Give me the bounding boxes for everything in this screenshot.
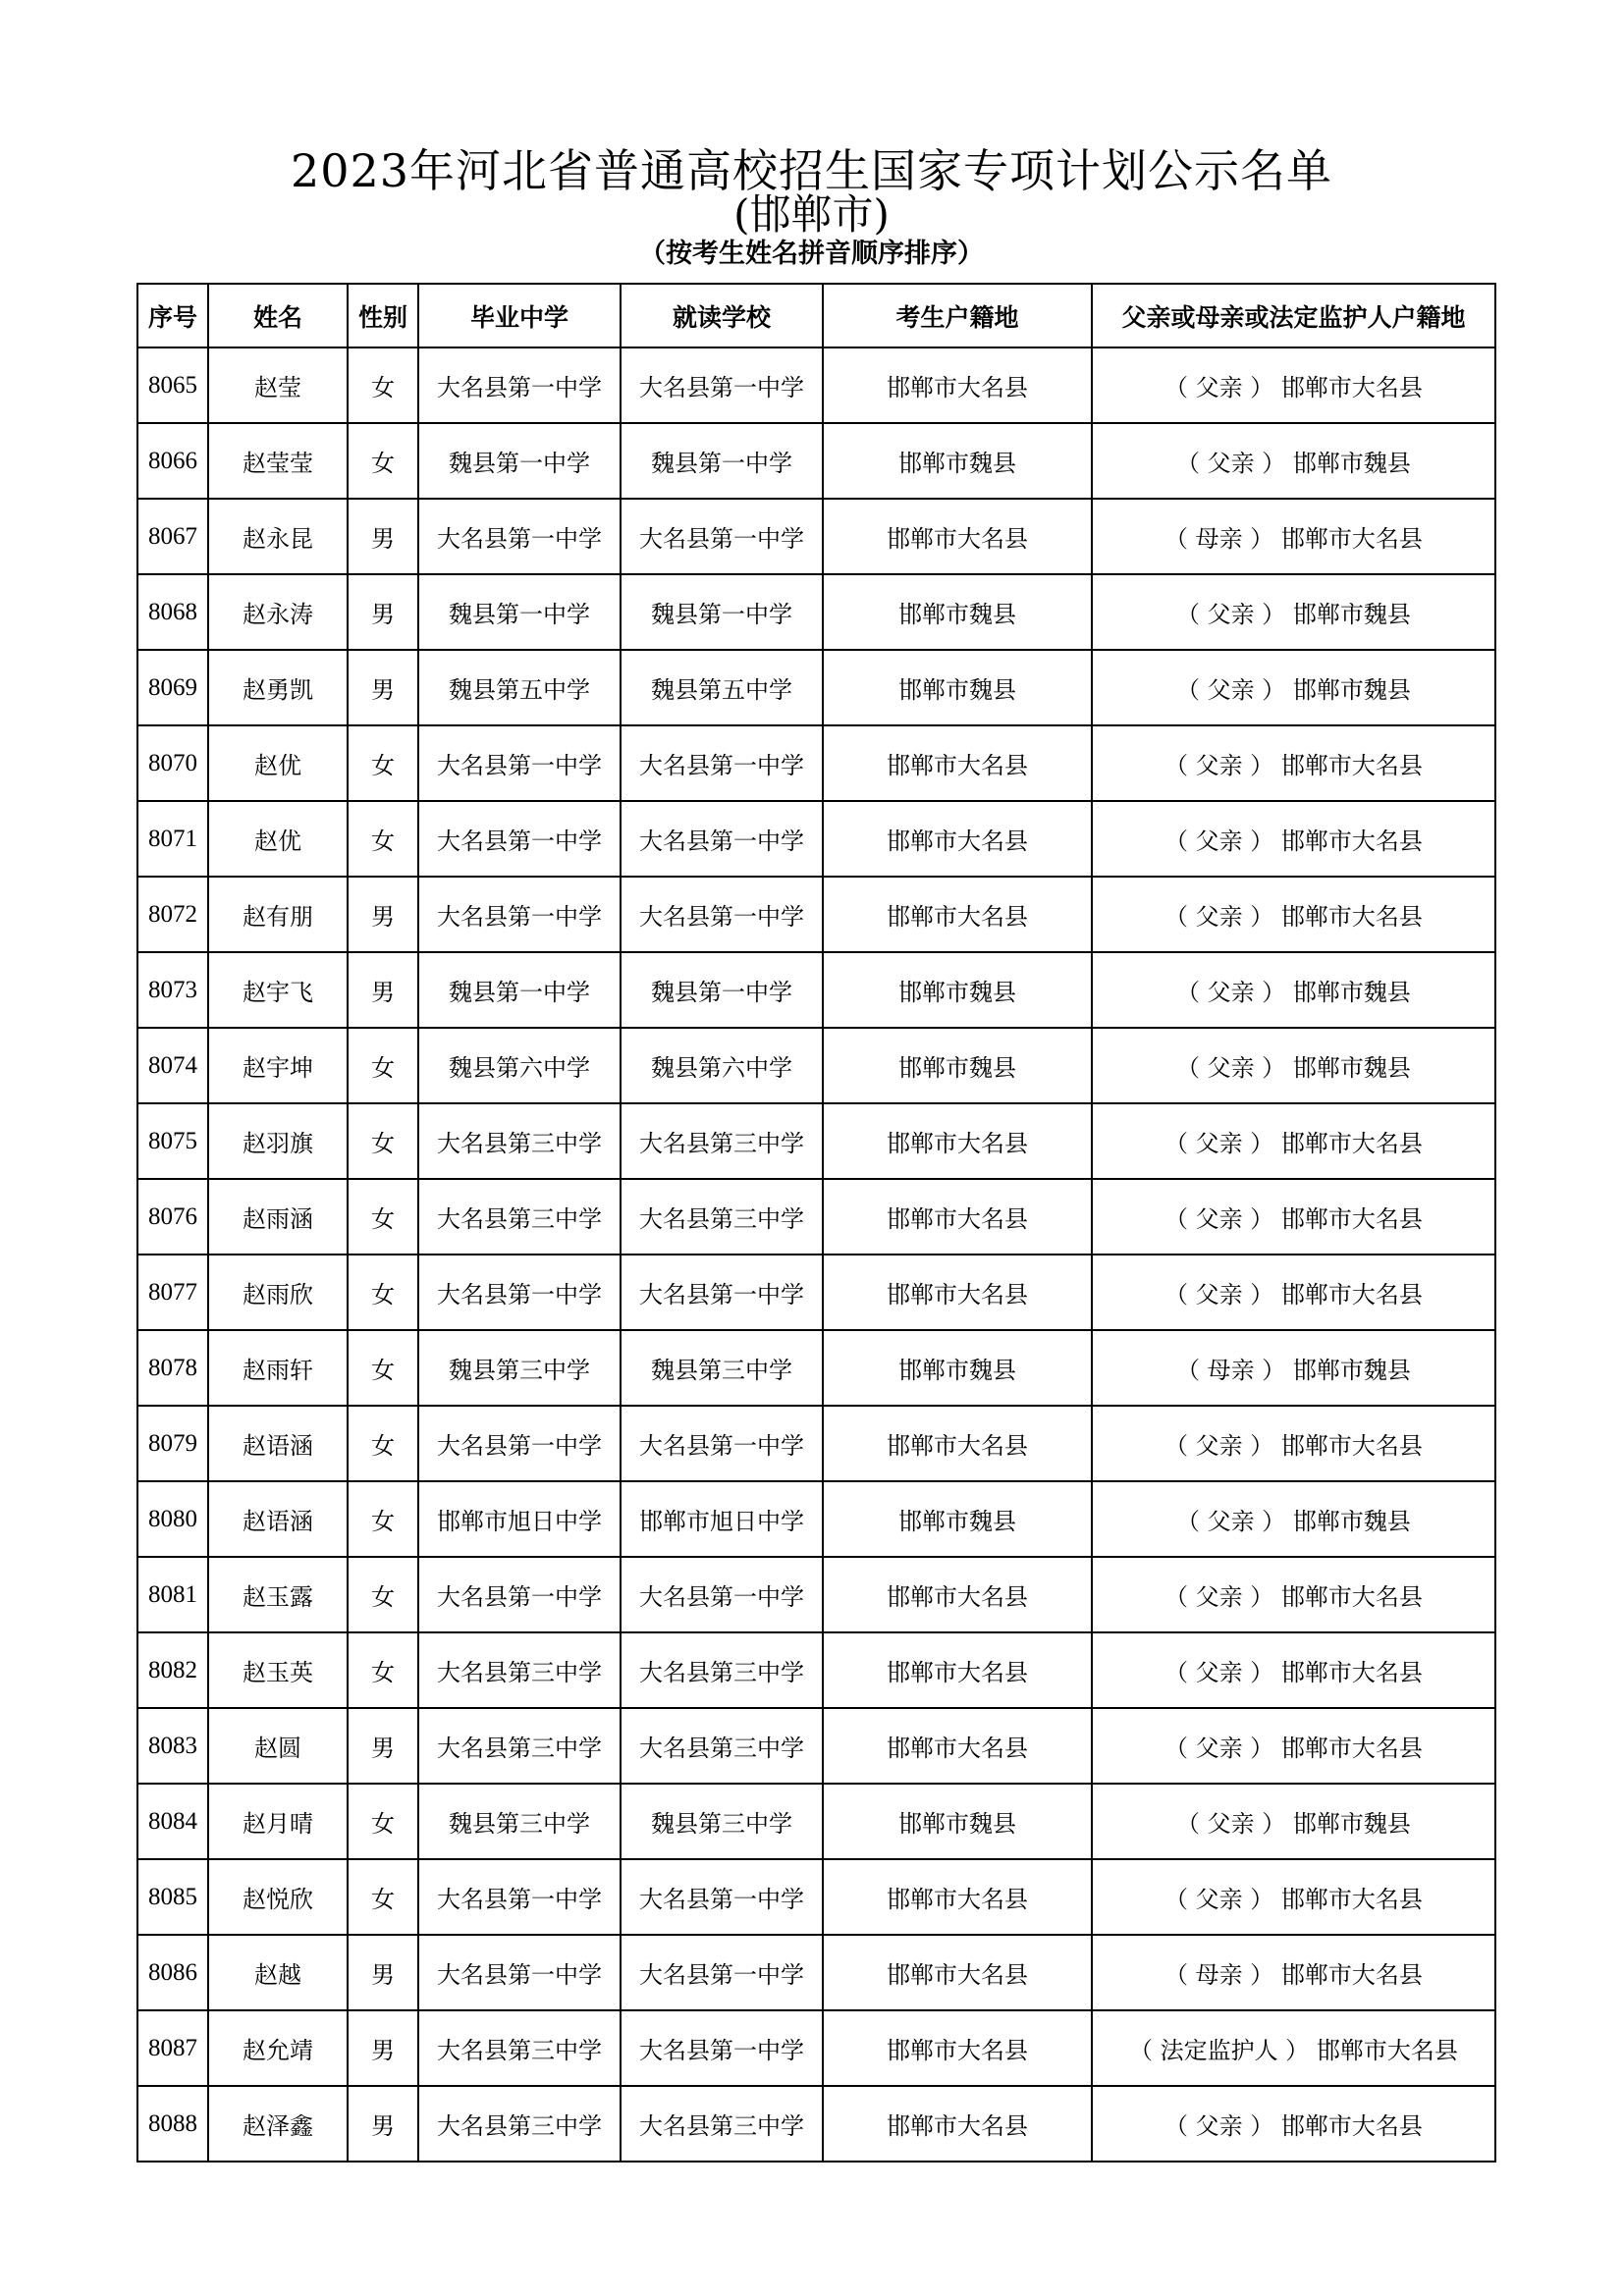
current-school-cell: 魏县第三中学 [621,1330,823,1406]
name-cell: 赵永涛 [208,574,348,650]
current-school-cell: 大名县第三中学 [621,1103,823,1179]
current-school-cell: 大名县第一中学 [621,801,823,877]
table-row [137,1557,1495,1632]
table-row [137,1481,1495,1557]
guardian-hukou-cell: （ 父亲 ） 邯郸市大名县 [1092,1708,1495,1784]
name-cell: 赵圆 [208,1708,348,1784]
gender-cell: 男 [348,2086,418,2162]
current-school-cell: 大名县第一中学 [621,2010,823,2086]
guardian-hukou-cell: （ 父亲 ） 邯郸市大名县 [1092,1406,1495,1481]
name-cell: 赵莹 [208,347,348,423]
graduated-school-cell: 大名县第一中学 [418,1255,621,1330]
column-header-guardian-hukou: 父亲或母亲或法定监护人户籍地 [1092,284,1495,347]
graduated-school-cell: 大名县第一中学 [418,347,621,423]
gender-cell: 男 [348,1708,418,1784]
guardian-hukou-cell: （ 父亲 ） 邯郸市大名县 [1092,2086,1495,2162]
student-list-table [136,283,1496,2163]
current-school-cell: 大名县第三中学 [621,1632,823,1708]
graduated-school-cell: 魏县第一中学 [418,423,621,499]
name-cell: 赵优 [208,801,348,877]
index-cell: 8082 [137,1632,208,1708]
student-hukou-cell: 邯郸市魏县 [823,952,1092,1028]
current-school-cell: 魏县第一中学 [621,423,823,499]
name-cell: 赵玉英 [208,1632,348,1708]
current-school-cell: 大名县第一中学 [621,1255,823,1330]
guardian-hukou-cell: （ 法定监护人 ） 邯郸市大名县 [1092,2010,1495,2086]
graduated-school-cell: 大名县第三中学 [418,1179,621,1255]
student-hukou-cell: 邯郸市魏县 [823,423,1092,499]
guardian-hukou-cell: （ 父亲 ） 邯郸市大名县 [1092,1103,1495,1179]
guardian-hukou-cell: （ 父亲 ） 邯郸市大名县 [1092,347,1495,423]
column-header-student-hukou: 考生户籍地 [823,284,1092,347]
student-hukou-cell: 邯郸市大名县 [823,347,1092,423]
guardian-hukou-cell: （ 父亲 ） 邯郸市魏县 [1092,1481,1495,1557]
student-hukou-cell: 邯郸市大名县 [823,801,1092,877]
student-hukou-cell: 邯郸市大名县 [823,2010,1092,2086]
guardian-hukou-cell: （ 父亲 ） 邯郸市大名县 [1092,1255,1495,1330]
gender-cell: 女 [348,1632,418,1708]
name-cell: 赵允靖 [208,2010,348,2086]
current-school-cell: 大名县第一中学 [621,1935,823,2010]
table-row [137,2086,1495,2162]
graduated-school-cell: 魏县第三中学 [418,1330,621,1406]
current-school-cell: 魏县第五中学 [621,650,823,725]
table-row [137,1255,1495,1330]
table-row [137,1859,1495,1935]
index-cell: 8068 [137,574,208,650]
index-cell: 8086 [137,1935,208,2010]
table-row [137,952,1495,1028]
table-row [137,1330,1495,1406]
index-cell: 8088 [137,2086,208,2162]
student-hukou-cell: 邯郸市大名县 [823,2086,1092,2162]
student-hukou-cell: 邯郸市大名县 [823,1708,1092,1784]
guardian-hukou-cell: （ 父亲 ） 邯郸市大名县 [1092,1179,1495,1255]
student-hukou-cell: 邯郸市大名县 [823,1179,1092,1255]
name-cell: 赵永昆 [208,499,348,574]
current-school-cell: 大名县第三中学 [621,1708,823,1784]
graduated-school-cell: 大名县第一中学 [418,877,621,952]
table-row [137,423,1495,499]
guardian-hukou-cell: （ 父亲 ） 邯郸市魏县 [1092,423,1495,499]
student-hukou-cell: 邯郸市魏县 [823,1028,1092,1103]
table-body [137,347,1495,2162]
name-cell: 赵语涵 [208,1406,348,1481]
table-row [137,1632,1495,1708]
guardian-hukou-cell: （ 父亲 ） 邯郸市魏县 [1092,952,1495,1028]
student-hukou-cell: 邯郸市大名县 [823,1859,1092,1935]
graduated-school-cell: 魏县第三中学 [418,1784,621,1859]
index-cell: 8073 [137,952,208,1028]
guardian-hukou-cell: （ 父亲 ） 邯郸市大名县 [1092,725,1495,801]
student-hukou-cell: 邯郸市大名县 [823,1103,1092,1179]
guardian-hukou-cell: （ 母亲 ） 邯郸市大名县 [1092,499,1495,574]
student-hukou-cell: 邯郸市大名县 [823,1632,1092,1708]
column-header-graduated-school: 毕业中学 [418,284,621,347]
graduated-school-cell: 魏县第五中学 [418,650,621,725]
gender-cell: 男 [348,1935,418,2010]
gender-cell: 女 [348,1481,418,1557]
name-cell: 赵雨涵 [208,1179,348,1255]
gender-cell: 女 [348,423,418,499]
gender-cell: 男 [348,952,418,1028]
current-school-cell: 大名县第三中学 [621,1179,823,1255]
index-cell: 8087 [137,2010,208,2086]
table-row [137,1935,1495,2010]
gender-cell: 女 [348,1557,418,1632]
graduated-school-cell: 大名县第一中学 [418,1406,621,1481]
table-row [137,1179,1495,1255]
table-row [137,499,1495,574]
gender-cell: 女 [348,1406,418,1481]
sort-note: （按考生姓名拼音顺序排序） [639,239,984,269]
gender-cell: 男 [348,2010,418,2086]
name-cell: 赵莹莹 [208,423,348,499]
gender-cell: 女 [348,1255,418,1330]
gender-cell: 女 [348,1103,418,1179]
column-header-name: 姓名 [208,284,348,347]
name-cell: 赵月晴 [208,1784,348,1859]
table-row [137,650,1495,725]
name-cell: 赵雨轩 [208,1330,348,1406]
index-cell: 8085 [137,1859,208,1935]
graduated-school-cell: 大名县第一中学 [418,1859,621,1935]
guardian-hukou-cell: （ 母亲 ） 邯郸市魏县 [1092,1330,1495,1406]
table-header-row [137,284,1495,347]
student-hukou-cell: 邯郸市魏县 [823,650,1092,725]
table-row [137,347,1495,423]
gender-cell: 女 [348,1784,418,1859]
gender-cell: 男 [348,499,418,574]
table-row [137,801,1495,877]
student-hukou-cell: 邯郸市大名县 [823,1557,1092,1632]
graduated-school-cell: 大名县第一中学 [418,725,621,801]
graduated-school-cell: 大名县第三中学 [418,1632,621,1708]
column-header-index: 序号 [137,284,208,347]
student-hukou-cell: 邯郸市魏县 [823,1784,1092,1859]
index-cell: 8084 [137,1784,208,1859]
gender-cell: 女 [348,1028,418,1103]
current-school-cell: 大名县第三中学 [621,2086,823,2162]
current-school-cell: 邯郸市旭日中学 [621,1481,823,1557]
graduated-school-cell: 邯郸市旭日中学 [418,1481,621,1557]
gender-cell: 女 [348,1179,418,1255]
index-cell: 8065 [137,347,208,423]
index-cell: 8071 [137,801,208,877]
current-school-cell: 大名县第一中学 [621,725,823,801]
guardian-hukou-cell: （ 父亲 ） 邯郸市魏县 [1092,1784,1495,1859]
document-subtitle: (邯郸市) [733,190,890,239]
graduated-school-cell: 大名县第三中学 [418,1103,621,1179]
guardian-hukou-cell: （ 父亲 ） 邯郸市魏县 [1092,650,1495,725]
index-cell: 8072 [137,877,208,952]
graduated-school-cell: 大名县第一中学 [418,1935,621,2010]
student-hukou-cell: 邯郸市大名县 [823,1255,1092,1330]
index-cell: 8081 [137,1557,208,1632]
current-school-cell: 大名县第一中学 [621,1557,823,1632]
student-hukou-cell: 邯郸市大名县 [823,725,1092,801]
guardian-hukou-cell: （ 父亲 ） 邯郸市大名县 [1092,1632,1495,1708]
column-header-current-school: 就读学校 [621,284,823,347]
index-cell: 8070 [137,725,208,801]
index-cell: 8079 [137,1406,208,1481]
gender-cell: 女 [348,1859,418,1935]
graduated-school-cell: 大名县第三中学 [418,1708,621,1784]
index-cell: 8078 [137,1330,208,1406]
name-cell: 赵优 [208,725,348,801]
student-hukou-cell: 邯郸市大名县 [823,1406,1092,1481]
table-row [137,725,1495,801]
current-school-cell: 魏县第六中学 [621,1028,823,1103]
guardian-hukou-cell: （ 父亲 ） 邯郸市大名县 [1092,1557,1495,1632]
graduated-school-cell: 大名县第三中学 [418,2086,621,2162]
name-cell: 赵宇坤 [208,1028,348,1103]
guardian-hukou-cell: （ 母亲 ） 邯郸市大名县 [1092,1935,1495,2010]
current-school-cell: 魏县第一中学 [621,574,823,650]
guardian-hukou-cell: （ 父亲 ） 邯郸市大名县 [1092,801,1495,877]
graduated-school-cell: 大名县第三中学 [418,2010,621,2086]
name-cell: 赵宇飞 [208,952,348,1028]
current-school-cell: 大名县第一中学 [621,499,823,574]
document-title: 2023年河北省普通高校招生国家专项计划公示名单 [290,144,1333,197]
index-cell: 8076 [137,1179,208,1255]
gender-cell: 女 [348,801,418,877]
guardian-hukou-cell: （ 父亲 ） 邯郸市魏县 [1092,1028,1495,1103]
name-cell: 赵语涵 [208,1481,348,1557]
index-cell: 8067 [137,499,208,574]
current-school-cell: 大名县第一中学 [621,1406,823,1481]
name-cell: 赵有朋 [208,877,348,952]
table-row [137,1028,1495,1103]
current-school-cell: 大名县第一中学 [621,1859,823,1935]
student-hukou-cell: 邯郸市魏县 [823,1330,1092,1406]
table-row [137,2010,1495,2086]
student-hukou-cell: 邯郸市魏县 [823,1481,1092,1557]
index-cell: 8080 [137,1481,208,1557]
gender-cell: 女 [348,1330,418,1406]
index-cell: 8083 [137,1708,208,1784]
index-cell: 8074 [137,1028,208,1103]
gender-cell: 男 [348,650,418,725]
name-cell: 赵羽旗 [208,1103,348,1179]
current-school-cell: 大名县第一中学 [621,877,823,952]
gender-cell: 女 [348,725,418,801]
guardian-hukou-cell: （ 父亲 ） 邯郸市大名县 [1092,877,1495,952]
student-hukou-cell: 邯郸市大名县 [823,877,1092,952]
graduated-school-cell: 大名县第一中学 [418,1557,621,1632]
gender-cell: 男 [348,877,418,952]
name-cell: 赵勇凯 [208,650,348,725]
name-cell: 赵越 [208,1935,348,2010]
table-row [137,574,1495,650]
index-cell: 8075 [137,1103,208,1179]
guardian-hukou-cell: （ 父亲 ） 邯郸市大名县 [1092,1859,1495,1935]
guardian-hukou-cell: （ 父亲 ） 邯郸市魏县 [1092,574,1495,650]
name-cell: 赵雨欣 [208,1255,348,1330]
index-cell: 8066 [137,423,208,499]
student-hukou-cell: 邯郸市魏县 [823,574,1092,650]
name-cell: 赵悦欣 [208,1859,348,1935]
name-cell: 赵玉露 [208,1557,348,1632]
gender-cell: 女 [348,347,418,423]
graduated-school-cell: 魏县第一中学 [418,952,621,1028]
current-school-cell: 大名县第一中学 [621,347,823,423]
student-hukou-cell: 邯郸市大名县 [823,499,1092,574]
graduated-school-cell: 魏县第一中学 [418,574,621,650]
column-header-gender: 性别 [348,284,418,347]
table-row [137,1406,1495,1481]
graduated-school-cell: 大名县第一中学 [418,499,621,574]
table-row [137,1784,1495,1859]
index-cell: 8069 [137,650,208,725]
table-row [137,1103,1495,1179]
name-cell: 赵泽鑫 [208,2086,348,2162]
table-row [137,1708,1495,1784]
table-row [137,877,1495,952]
graduated-school-cell: 魏县第六中学 [418,1028,621,1103]
index-cell: 8077 [137,1255,208,1330]
current-school-cell: 魏县第三中学 [621,1784,823,1859]
gender-cell: 男 [348,574,418,650]
current-school-cell: 魏县第一中学 [621,952,823,1028]
student-hukou-cell: 邯郸市大名县 [823,1935,1092,2010]
graduated-school-cell: 大名县第一中学 [418,801,621,877]
